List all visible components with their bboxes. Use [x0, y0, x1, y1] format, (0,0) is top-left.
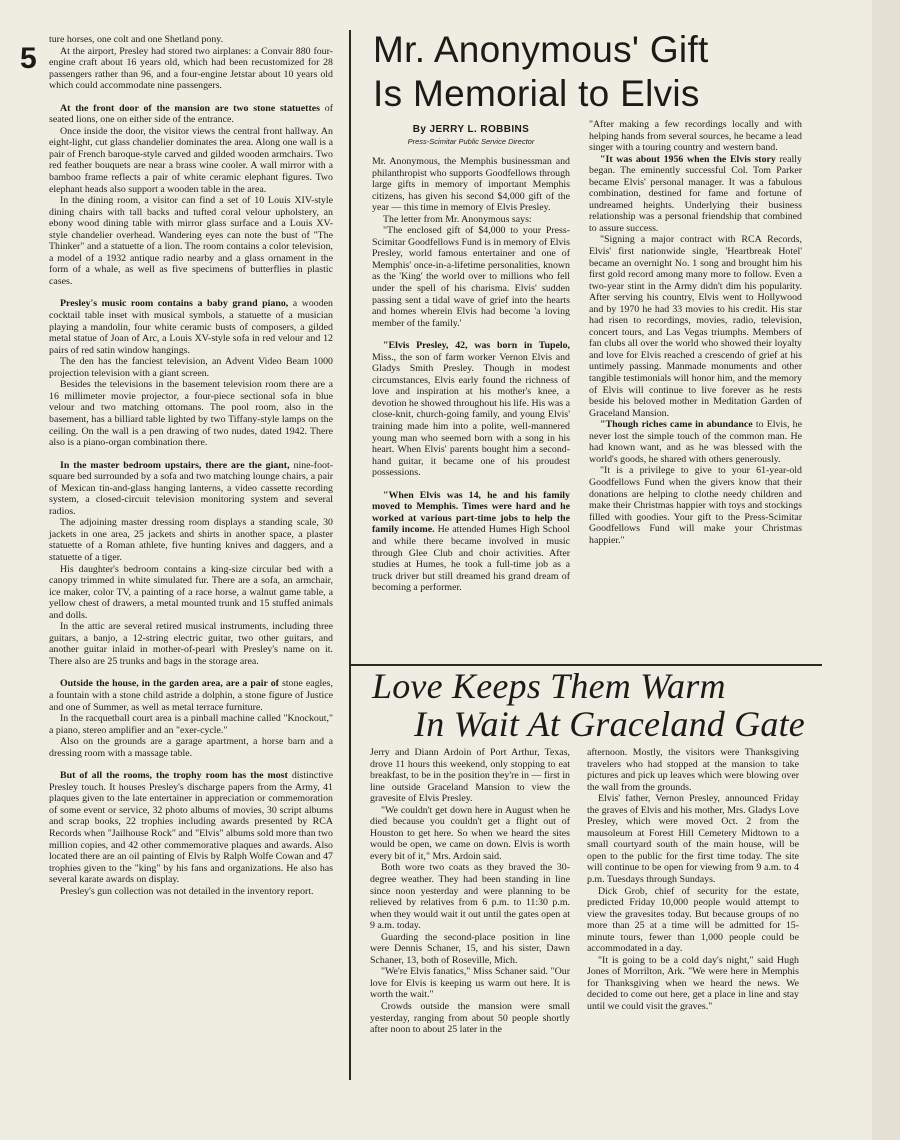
paragraph: But of all the rooms, the trophy room has the most distinctive Presley touch. It houses Presley's discharge papers from the Army, 41 plaques given to the late entertainer in appreciation or commemoration of some event or service, 32 photo albums of movies, 30 script albums and scrap books, 22 trophies including awards presented by RCA Records when "Jailhouse Rock" and "Elvis" albums sold more than two million copies, and 42 other commemorative plaques and awards. Also located there are an oil painting of Elvis by Ralph Wolfe Cowan and 47 trophies given to the "king" by his fans and organizations. He also has several karate awards on display. — [49, 770, 333, 886]
paragraph: In the master bedroom upstairs, there are the giant, nine-foot-square bed surrounded by a sofa and two matching lounge chairs, a pair of Mexican tin-and-glass hanging lanterns, a video cassette recording system, a closed-circuit television monitoring system and several radios. — [49, 459, 333, 517]
headline-love-keeps-warm-2: In Wait At Graceland Gate — [414, 704, 805, 744]
paragraph: Once inside the door, the visitor views the central front hallway. An eight-light, cut glass chandelier dominates the area. Along one wall is a pair of French baroque-style carved and gilded wooden armchairs. Two red feather bouquets are near a brass wine cooler. A wall mirror with a bamboo frame reflects a pair of white ceramic elephant figures. Two elephant heads also support a wooden table in the area. — [49, 125, 333, 195]
paragraph: Also on the grounds are a garage apartment, a horse barn and a dressing room with a massage table. — [49, 736, 333, 759]
paragraph: "We're Elvis fanatics," Miss Schaner said. "Our love for Elvis is keeping us warm out here. It is worth the wait." — [370, 966, 570, 1001]
graceland-inventory-column — [49, 34, 333, 897]
byline — [372, 124, 570, 146]
paragraph: Crowds outside the mansion were small yesterday, ranging from about 50 people shortly after noon to about 25 later in the — [370, 1001, 570, 1036]
paragraph: Mr. Anonymous, the Memphis businessman and philanthropist who supports Goodfellows through large gifts in memory of important Memphis citizens, has given his second $4,000 gift of the year — this time in memory of Elvis Presley. — [372, 156, 570, 214]
paragraph: "Elvis Presley, 42, was born in Tupelo, Miss., the son of farm worker Vernon Elvis and Gladys Smith Presley. Though in modest circumstances, Elvis early found the richness of love and inspiration at his mother's knee, a devotion he showed throughout his life. His was a close-knit, church-going family, and young Elvis' training made him into a polite, well-mannered young man who seemed born with a song in his heart. When Elvis' parents bought him a second-hand guitar, it became one of his proudest possessions. — [372, 340, 570, 479]
paragraph: Both wore two coats as they braved the 30-degree weather. They had been standing in line since noon yesterday and were planning to be relieved by relatives from 6 p.m. to 11:30 p.m. when they would wait it out until the gates open at 9 a.m. today. — [370, 862, 570, 932]
headline-mr-anonymous — [373, 28, 843, 116]
graceland-gate-column-2 — [587, 747, 799, 1013]
column-rule — [349, 30, 351, 1080]
paragraph: The letter from Mr. Anonymous says: — [383, 213, 532, 225]
paragraph: At the airport, Presley had stored two airplanes: a Convair 880 four-engine craft about 16 years old, which had been recustomized for 28 passengers rather than 96, and a four-engine Jetstar about 10 years old which could accommodate nine passengers. — [49, 45, 333, 92]
paragraph: "When Elvis was 14, he and his family moved to Memphis. Times were hard and he worked at various part-time jobs to help the family income. He attended Humes High School and while there became involved in music through Glee Club and choir activities. After studies at Humes, he took a full-time job as a truck driver but still dreamed his grand dream of becoming a performer. — [372, 489, 570, 594]
paragraph: "Though riches came in abundance to Elvis, he never lost the simple touch of the common man. He had known want, and as he was blessed with the world's goods, he shared with others generously. — [589, 419, 802, 465]
gift-article-column-1 — [372, 156, 570, 594]
facing-page-edge — [872, 0, 900, 1140]
paragraph: "It is going to be a cold day's night," said Hugh Jones of Morrilton, Ark. "We were here in Memphis for Thanksgiving when we heard the news. We decided to come out here, get a place in line and stay until we could visit the graves." — [587, 954, 799, 1013]
headline-line-2: Is Memorial to Elvis — [373, 73, 700, 114]
paragraph: "Signing a major contract with RCA Records, Elvis' first nationwide single, 'Heartbreak Hotel' became an overnight No. 1 song and brought him his first gold record among many more to follow. Even a two-year stint in the Army didn't dim his popularity. After serving his country, Elvis went to Hollywood and by 1970 he had 33 movies to his credit. His star had risen to recordings, movies, radio, television, concert tours, and Las Vegas triumphs. Members of fan clubs all over the world who showed their loyalty and love for Elvis reached a crescendo of grief at his untimely passing. Manmade monuments and other tangible testimonials will honor him, and the memory of Elvis will continue to live forever as he rests beside his beloved mother in Meditation Garden of Graceland Mansion. — [589, 234, 802, 419]
paragraph: "It is a privilege to give to your 61-year-old Goodfellows Fund when the givers know that their donations are helping to clothe needy children and make their Christmas happier with toys and stockings filled with goodies. Your gift to the Press-Scimitar Goodfellows Fund will make your Christmas happier." — [589, 465, 802, 546]
paragraph: In the attic are several retired musical instruments, including three guitars, a banjo, a 12-string electric guitar, two other guitars, and another guitar inlaid in mother-of-pearl with Presley's name on it. There also are 25 trunks and bags in the storage area. — [49, 621, 333, 667]
paragraph: "It was about 1956 when the Elvis story really began. The eminently successful Col. Tom Parker became Elvis' personal manager. It was a fabulous combination, destined for fame and fortune of undreamed heights. Underlying their business relationship was a personal friendship that combined to assure success. — [589, 153, 802, 234]
gift-article-column-2 — [589, 119, 802, 546]
byline-role: Press-Scimitar Public Service Director — [407, 137, 535, 146]
headline-line-1: Mr. Anonymous' Gift — [373, 29, 709, 70]
graceland-gate-column-1 — [370, 747, 570, 1036]
paragraph: The den has the fanciest television, an Advent Video Beam 1000 projection television with a giant screen. — [49, 356, 333, 379]
byline-name: By JERRY L. ROBBINS — [412, 124, 530, 135]
paragraph: Dick Grob, chief of security for the estate, predicted Friday 10,000 people would attempt to view the gravesites today. But because groups of no more than 25 at a time will be admitted for 15-minute tours, fewer than 1,000 people could be accommodated in a day. — [587, 885, 799, 955]
paragraph: Elvis' father, Vernon Presley, announced Friday the graves of Elvis and his mother, Mrs. Gladys Love Presley, which were moved Oct. 2 from the mausoleum at Forest Hill Cemetery Midtown to a small courtyard south of the main house, will be open to the public for the first time today. The site will continue to be open for viewing from 9 a.m. to 4 p.m. Tuesdays through Sundays. — [587, 793, 799, 886]
headline-love-keeps-warm-1: Love Keeps Them Warm — [372, 666, 726, 706]
paragraph: The adjoining master dressing room displays a standing scale, 30 jackets in one area, 25 jackets and shirts in another space, a plaster statuette of a Roman athlete, five hunting knives and daggers, and a statuette of a tiger. — [49, 517, 333, 563]
paragraph: Jerry and Diann Ardoin of Port Arthur, Texas, drove 11 hours this weekend, only stopping to eat breakfast, to be in the position they're in — first in line outside Graceland Mansion to view the gravesite of Elvis Presley. — [370, 747, 570, 805]
paragraph: ture horses, one colt and one Shetland pony. — [49, 34, 224, 45]
paragraph: His daughter's bedroom contains a king-size circular bed with a canopy trimmed in white simulated fur. There are a sofa, an armchair, ice maker, color TV, a painting of a race horse, a walnut game table, a yellow chest of drawers, a metal mounted trunk and 15 stuffed animals and dolls. — [49, 563, 333, 621]
paragraph: afternoon. Mostly, the visitors were Thanksgiving travelers who had stopped at the mansion to take pictures and pick up leaves which were blowing over the wall from the grounds. — [587, 747, 799, 793]
page-number: 5 — [20, 42, 37, 75]
paragraph: Outside the house, in the garden area, are a pair of stone eagles, a fountain with a stone child astride a dolphin, a stone figure of Justice and one of Summer, as well as metal terrace furniture. — [49, 678, 333, 713]
paragraph: "The enclosed gift of $4,000 to your Press-Scimitar Goodfellows Fund is in memory of Elvis Presley, world famous entertainer and one of Memphis' once-in-a-lifetime personalities, known as the 'King' the world over to millions who fell under the spell of his charisma. Elvis' sudden passing sent a tidal wave of grief into the hearts and homes wherein Elvis had become 'a loving member of the family.' — [372, 225, 570, 329]
paragraph: "After making a few recordings locally and with helping hands from several sources, he became a lead singer with a touring country and western band. — [589, 119, 802, 154]
paragraph: In the racquetball court area is a pinball machine called "Knockout," a piano, stereo amplifier and an "exer-cycle." — [49, 713, 333, 736]
paragraph: "We couldn't get down here in August when he died because you couldn't get a flight out of Houston to get here. So when we heard the sites would be open, we came on down. Elvis is worth every bit of it," Mrs. Ardoin said. — [370, 804, 570, 862]
paragraph: Presley's gun collection was not detailed in the inventory report. — [60, 885, 314, 897]
paragraph: Besides the televisions in the basement television room there are a 16 millimeter movie projector, a four-piece sectional sofa in blue velour and two matching ottomans. The pool room, also in the basement, has a billiard table lighted by two Tiffany-style lamps on the ceiling. On the wall is a pen drawing of two nudes, dated 1942. There also is a piano-organ combination there. — [49, 379, 333, 449]
paragraph: In the dining room, a visitor can find a set of 10 Louis XIV-style dining chairs with tall backs and tufted coral velour upholstery, an ebony wood dining table with mirror glass surface and a Louis XV-style chandelier overhead. Wandering eyes can note the bust of "The Thinker" and a statuette of a lion. The room contains a color television, a model of a 1932 antique radio nearby and a glass ornament in the form of a whale, as well as five specimens of butterflies in plastic cases. — [49, 195, 333, 287]
paragraph: Guarding the second-place position in line were Dennis Schaner, 15, and his sister, Dawn Schaner, 13, both of Roseville, Mich. — [370, 931, 570, 966]
paragraph: At the front door of the mansion are two stone statuettes of seated lions, one on either side of the entrance. — [49, 102, 333, 126]
paragraph: Presley's music room contains a baby grand piano, a wooden cocktail table inset with musical symbols, a statuette of a musician playing a mandolin, four white ceramic busts of composers, a gilded metal statue of Joan of Arc, a Louis XV-style sofa in red velour and 12 pairs of red satin window hangings. — [49, 298, 333, 356]
